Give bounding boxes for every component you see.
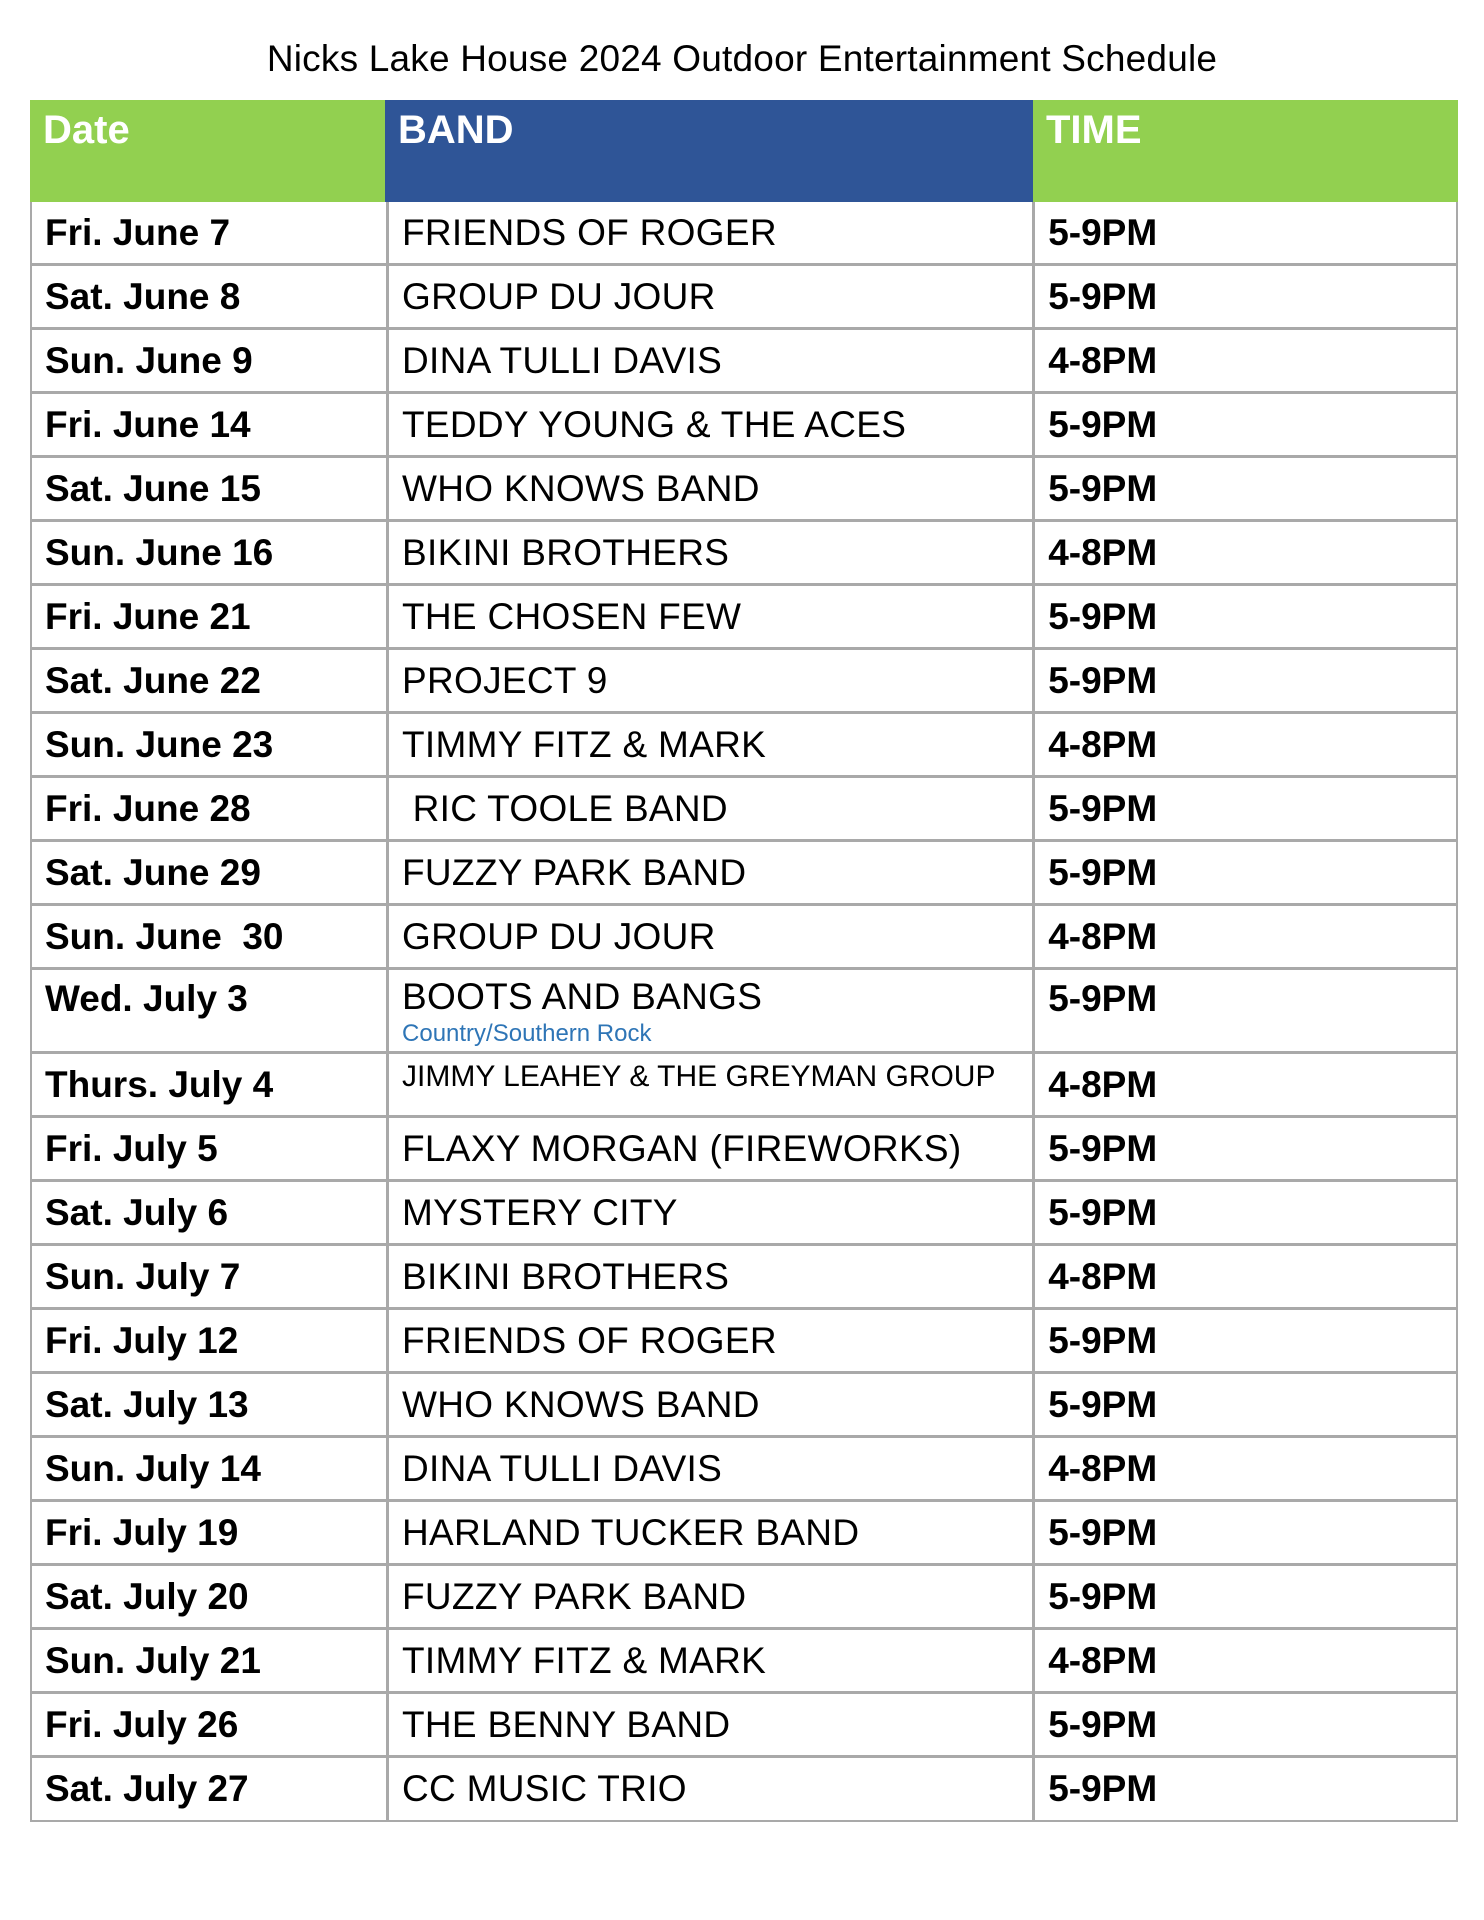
date-cell: Fri. June 14 — [45, 403, 251, 445]
band-name: MYSTERY CITY — [402, 1191, 678, 1233]
time-cell: 5-9PM — [1032, 778, 1456, 839]
table-row — [32, 1118, 1456, 1182]
band-name: THE CHOSEN FEW — [402, 595, 742, 637]
band-name: FUZZY PARK BAND — [402, 1575, 747, 1617]
time-cell: 5-9PM — [1032, 1566, 1456, 1627]
table-row — [32, 586, 1456, 650]
band-cell — [386, 586, 1032, 647]
band-cell — [386, 1182, 1032, 1243]
date-cell: Sun. June 9 — [45, 339, 253, 381]
date-cell: Fri. July 12 — [45, 1319, 239, 1361]
table-row — [32, 1694, 1456, 1758]
date-cell: Sat. July 6 — [45, 1191, 229, 1233]
band-name: BOOTS AND BANGS — [402, 976, 763, 1017]
time-cell: 4-8PM — [1032, 1246, 1456, 1307]
table-row — [32, 330, 1456, 394]
date-cell: Sat. June 15 — [45, 467, 261, 509]
table-row — [32, 1566, 1456, 1630]
band-cell — [386, 1054, 1032, 1115]
time-cell: 5-9PM — [1032, 202, 1456, 263]
band-cell — [386, 842, 1032, 903]
time-cell: 5-9PM — [1032, 458, 1456, 519]
band-cell — [386, 970, 1032, 1051]
band-name: WHO KNOWS BAND — [402, 1383, 760, 1425]
band-cell — [386, 330, 1032, 391]
band-cell — [386, 714, 1032, 775]
date-cell: Sun. June 30 — [45, 915, 284, 957]
date-cell: Sat. June 8 — [45, 275, 241, 317]
date-cell: Sat. July 20 — [45, 1575, 249, 1617]
band-name: RIC TOOLE BAND — [402, 787, 728, 829]
band-cell — [386, 1694, 1032, 1755]
band-cell — [386, 1630, 1032, 1691]
band-cell — [386, 1246, 1032, 1307]
band-name: DINA TULLI DAVIS — [402, 339, 723, 381]
time-cell: 5-9PM — [1032, 1694, 1456, 1755]
band-name: TEDDY YOUNG & THE ACES — [402, 403, 907, 445]
table-row — [32, 522, 1456, 586]
band-name: PROJECT 9 — [402, 659, 608, 701]
table-row — [32, 1246, 1456, 1310]
header-time: TIME — [1033, 100, 1458, 202]
schedule-rows — [30, 202, 1458, 1822]
table-row — [32, 1502, 1456, 1566]
date-cell: Fri. June 21 — [45, 595, 251, 637]
table-row — [32, 1374, 1456, 1438]
band-name: FUZZY PARK BAND — [402, 851, 747, 893]
time-cell: 5-9PM — [1032, 266, 1456, 327]
date-cell: Fri. July 19 — [45, 1511, 239, 1553]
band-cell — [386, 906, 1032, 967]
time-cell: 5-9PM — [1032, 1502, 1456, 1563]
page-title: Nicks Lake House 2024 Outdoor Entertainment Schedule — [266, 38, 1218, 79]
time-cell: 5-9PM — [1032, 1758, 1456, 1820]
table-row — [32, 650, 1456, 714]
band-name: JIMMY LEAHEY & THE GREYMAN GROUP — [402, 1060, 996, 1093]
table-row — [32, 1182, 1456, 1246]
band-name: TIMMY FITZ & MARK — [402, 1639, 767, 1681]
band-name: WHO KNOWS BAND — [402, 467, 760, 509]
table-header — [30, 100, 1458, 202]
time-cell: 5-9PM — [1032, 586, 1456, 647]
genre-note: Country/Southern Rock — [402, 1019, 652, 1047]
time-cell: 5-9PM — [1032, 842, 1456, 903]
date-cell: Sat. June 22 — [45, 659, 261, 701]
time-cell: 5-9PM — [1032, 650, 1456, 711]
band-cell — [386, 1374, 1032, 1435]
time-cell: 4-8PM — [1032, 1438, 1456, 1499]
header-band: BAND — [385, 100, 1033, 202]
time-cell: 4-8PM — [1032, 714, 1456, 775]
band-name: GROUP DU JOUR — [402, 275, 716, 317]
time-cell: 5-9PM — [1032, 394, 1456, 455]
date-cell: Sun. July 7 — [45, 1255, 241, 1297]
table-row — [32, 1630, 1456, 1694]
time-cell: 4-8PM — [1032, 1054, 1456, 1115]
date-cell: Fri. July 26 — [45, 1703, 239, 1745]
band-name: FRIENDS OF ROGER — [402, 211, 777, 253]
band-name: CC MUSIC TRIO — [402, 1768, 687, 1809]
band-name: FLAXY MORGAN (FIREWORKS) — [402, 1127, 962, 1169]
band-cell — [386, 1118, 1032, 1179]
table-row — [32, 1758, 1456, 1822]
table-row — [32, 906, 1456, 970]
date-cell: Sun. July 14 — [45, 1447, 261, 1489]
time-cell: 4-8PM — [1032, 330, 1456, 391]
band-cell — [386, 266, 1032, 327]
table-row — [32, 842, 1456, 906]
band-cell — [386, 778, 1032, 839]
date-cell: Sun. June 16 — [45, 531, 274, 573]
date-cell: Sat. July 27 — [45, 1768, 249, 1809]
table-row — [32, 1310, 1456, 1374]
band-cell — [386, 650, 1032, 711]
date-cell: Sun. June 23 — [45, 723, 274, 765]
time-cell: 5-9PM — [1032, 1310, 1456, 1371]
band-cell — [386, 1438, 1032, 1499]
date-cell: Sun. July 21 — [45, 1639, 261, 1681]
header-date: Date — [30, 100, 385, 202]
band-name: BIKINI BROTHERS — [402, 1255, 730, 1297]
table-row — [32, 1438, 1456, 1502]
date-cell: Sat. June 29 — [45, 851, 261, 893]
band-cell — [386, 522, 1032, 583]
band-cell — [386, 202, 1032, 263]
table-row — [32, 266, 1456, 330]
date-cell: Fri. June 28 — [45, 787, 251, 829]
table-row — [32, 458, 1456, 522]
band-cell — [386, 1502, 1032, 1563]
band-cell — [386, 1310, 1032, 1371]
schedule-table — [30, 100, 1458, 1822]
band-name: FRIENDS OF ROGER — [402, 1319, 777, 1361]
time-cell: 5-9PM — [1032, 1182, 1456, 1243]
table-row — [32, 202, 1456, 266]
time-cell: 4-8PM — [1032, 906, 1456, 967]
date-cell: Wed. July 3 — [45, 978, 248, 1019]
band-cell — [386, 1566, 1032, 1627]
band-name: HARLAND TUCKER BAND — [402, 1511, 860, 1553]
date-cell: Sat. July 13 — [45, 1383, 249, 1425]
time-cell: 5-9PM — [1032, 1374, 1456, 1435]
table-row — [32, 394, 1456, 458]
time-cell: 5-9PM — [1032, 970, 1456, 1051]
date-cell: Fri. June 7 — [45, 211, 231, 253]
band-name: TIMMY FITZ & MARK — [402, 723, 767, 765]
band-cell — [386, 394, 1032, 455]
band-cell — [386, 1758, 1032, 1820]
table-row — [32, 714, 1456, 778]
time-cell: 4-8PM — [1032, 1630, 1456, 1691]
band-cell — [386, 458, 1032, 519]
table-row — [32, 778, 1456, 842]
time-cell: 4-8PM — [1032, 522, 1456, 583]
band-name: THE BENNY BAND — [402, 1703, 731, 1745]
date-cell: Thurs. July 4 — [45, 1063, 274, 1105]
table-row — [32, 1054, 1456, 1118]
band-name: DINA TULLI DAVIS — [402, 1447, 723, 1489]
band-name: BIKINI BROTHERS — [402, 531, 730, 573]
table-row — [32, 970, 1456, 1054]
date-cell: Fri. July 5 — [45, 1127, 218, 1169]
band-name: GROUP DU JOUR — [402, 915, 716, 957]
time-cell: 5-9PM — [1032, 1118, 1456, 1179]
